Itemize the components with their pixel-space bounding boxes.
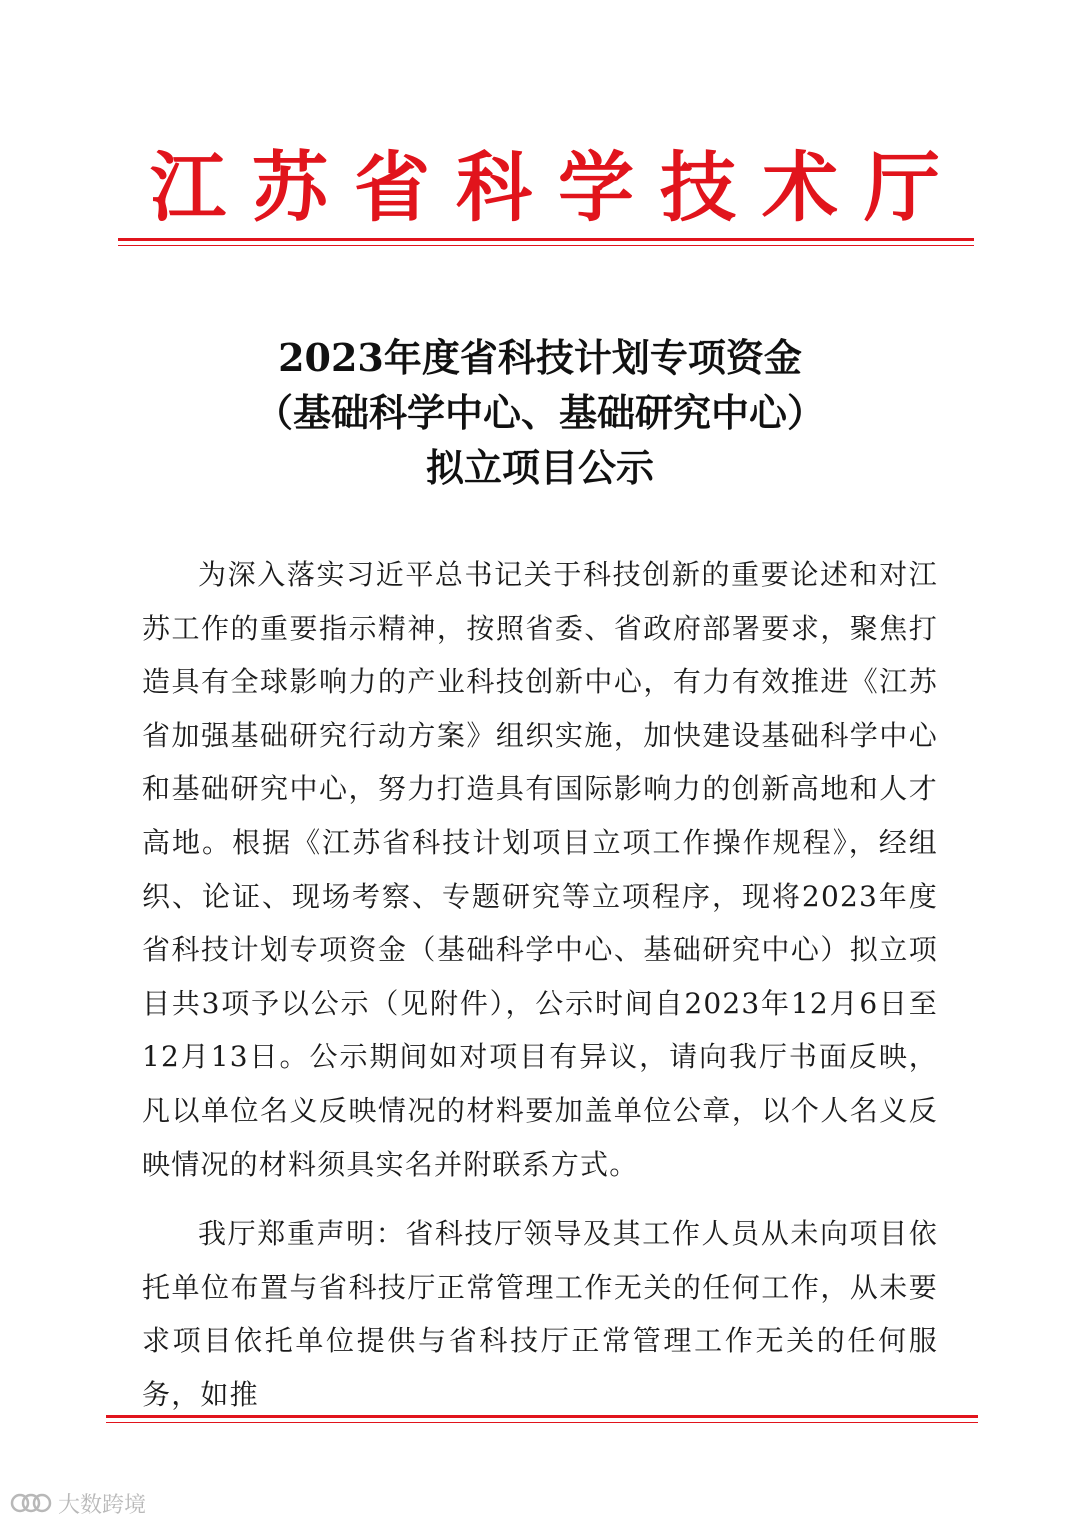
- document-title: [0, 330, 1080, 495]
- body-paragraph: 为深入落实习近平总书记关于科技创新的重要论述和对江苏工作的重要指示精神，按照省委、省政府部署要求，聚焦打造具有全球影响力的产业科技创新中心，有力有效推进《江苏省加强基础研究行动方案》组织实施，加快建设基础科学中心和基础研究中心，努力打造具有国际影响力的创新高地和人才高地。根据《江苏省科技计划项目立项工作操作规程》，经组织、论证、现场考察、专题研究等立项程序，现将2023年度省科技计划专项资金（基础科学中心、基础研究中心）拟立项目共3项予以公示（见附件），公示时间自2023年12月6日至12月13日。公示期间如对项目有异议，请向我厅书面反映，凡以单位名义反映情况的材料要加盖单位公章，以个人名义反映情况的材料须具实名并附联系方式。: [142, 558, 938, 1181]
- body-paragraph: 我厅郑重声明：省科技厅领导及其工作人员从未向项目依托单位布置与省科技厅正常管理工作无关的任何工作，从未要求项目依托单位提供与省科技厅正常管理工作无关的任何服务，如推: [142, 1217, 938, 1411]
- title-line: （基础科学中心、基础研究中心）: [254, 390, 825, 435]
- agency-masthead: [150, 138, 940, 238]
- document-body: [142, 548, 938, 1438]
- watermark-logo-icon: [10, 1491, 52, 1515]
- masthead-char: 厅: [864, 143, 940, 232]
- masthead-char: 学: [558, 143, 634, 232]
- masthead-char: 江: [150, 143, 226, 232]
- title-line: 拟立项目公示: [425, 445, 654, 490]
- title-line: 2023年度省科技计划专项资金: [278, 335, 802, 380]
- footer-divider-thin: [106, 1422, 978, 1423]
- masthead-char: 省: [354, 143, 430, 232]
- masthead-char: 术: [762, 143, 838, 232]
- footer-divider-thick: [106, 1415, 978, 1418]
- masthead-char: 苏: [252, 143, 328, 232]
- masthead-char: 科: [456, 143, 532, 232]
- watermark: [10, 1488, 146, 1518]
- masthead-char: 技: [660, 143, 736, 232]
- header-divider-thick: [118, 238, 974, 241]
- watermark-text: 大数跨境: [58, 1492, 147, 1518]
- header-divider-thin: [118, 245, 974, 246]
